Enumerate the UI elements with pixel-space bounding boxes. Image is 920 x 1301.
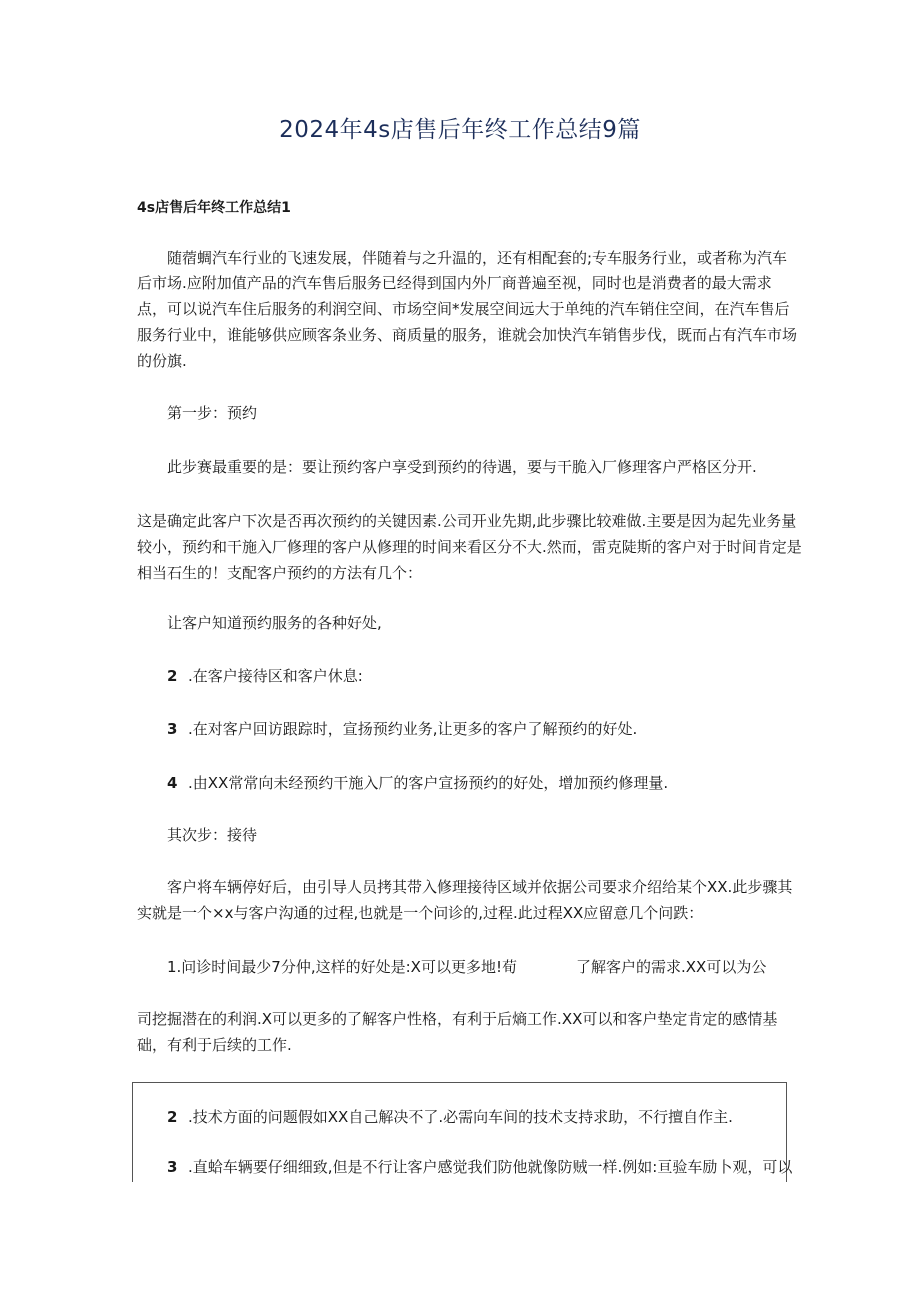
intro-line-1: 随蓿蜩汽车行业的飞速发展，伴随着与之升温的，还有相配套的;专车服务行业，或者称为汽车 (167, 249, 788, 267)
method-text-4: .由XX常常向未经预约干施入厂的客户宣扬预约的好处，增加预约修理量. (188, 774, 669, 792)
step1-heading: 第一步：预约 (167, 404, 258, 422)
step2-para-line-2: 实就是一个×x与客户沟通的过程,也就是一个问诊的,过程.此过程XX应留意几个问跌： (137, 904, 704, 922)
step1-line: 此步赛最重要的是：要让预约客户享受到预约的待遇，要与干脆入厂修理客户严格区分开. (167, 458, 757, 476)
point1-cont-line-2: 础，有利于后续的工作. (137, 1036, 292, 1054)
step2-para-line-1: 客户将车辆停好后，由引导人员拷其带入修理接待区域并依据公司要求介绍给某个XX.此步骤其 (167, 878, 793, 896)
method-num-4: 4 (167, 774, 178, 792)
step1-para-line-3: 相当石生的！支配客户预约的方法有几个： (137, 564, 423, 582)
intro-line-5: 的份旗. (137, 352, 187, 370)
method-text-3: .在对客户回访跟踪时，宣扬预约业务,让更多的客户了解预约的好处. (188, 720, 638, 738)
method-num-3: 3 (167, 720, 178, 738)
step1-para-line-1: 这是确定此客户下次是否再次预约的关键因素.公司开业先期,此步骤比较难做.主要是因为起先业务量 (137, 512, 797, 530)
step2-heading: 其次步：接待 (167, 826, 258, 844)
intro-line-3: 点，可以说汽车住后服务的利润空间、市场空间*发展空间远大于单纯的汽车销住空间，在汽车售后 (137, 300, 790, 318)
box-item-num-3: 3 (167, 1158, 178, 1176)
box-top-border (132, 1082, 787, 1083)
point1-cont-line-1: 司挖掘潜在的利润.X可以更多的了解客户性格，有利于后熵工作.XX可以和客户垫定肯定的感情基 (137, 1010, 778, 1028)
intro-line-4: 服务行业中，谁能够供应顾客条业务、商质量的服务，谁就会加快汽车销售步伐，既而占有汽车市场 (137, 326, 798, 344)
document-title: 2024年4s店售后年终工作总结9篇 (279, 117, 641, 143)
intro-line-2: 后市场.应附加值产品的汽车售后服务已经得到国内外厂商普遍至视，同时也是消费者的最大需求 (137, 274, 772, 292)
box-item-text-3: .直蛤车辆要仔细细致,但是不行让客户感觉我们防他就像防贼一样.例如:亘验车励卜观，可以 (188, 1158, 793, 1176)
section-heading: 4s店售后年终工作总结1 (137, 200, 291, 216)
method-intro: 让客户知道预约服务的各种好处, (167, 614, 382, 632)
point1-right: 了解客户的需求.XX可以为公 (576, 958, 767, 976)
step1-para-line-2: 较小，预约和干施入厂修理的客户从修理的时间来看区分不大.然而，雷克陡斯的客户对于时间肯定是 (137, 538, 802, 556)
box-item-text-2: .技术方面的问题假如XX自己解决不了.必需向车间的技术支持求助，不行擅自作主. (188, 1108, 733, 1126)
method-text-2: .在客户接待区和客户休息: (188, 667, 363, 685)
box-left-border (132, 1082, 133, 1182)
point1-left: 1.问诊时间最少7分仲,这样的好处是:X可以更多地!荀 (167, 958, 517, 976)
method-num-2: 2 (167, 667, 178, 685)
box-item-num-2: 2 (167, 1108, 178, 1126)
